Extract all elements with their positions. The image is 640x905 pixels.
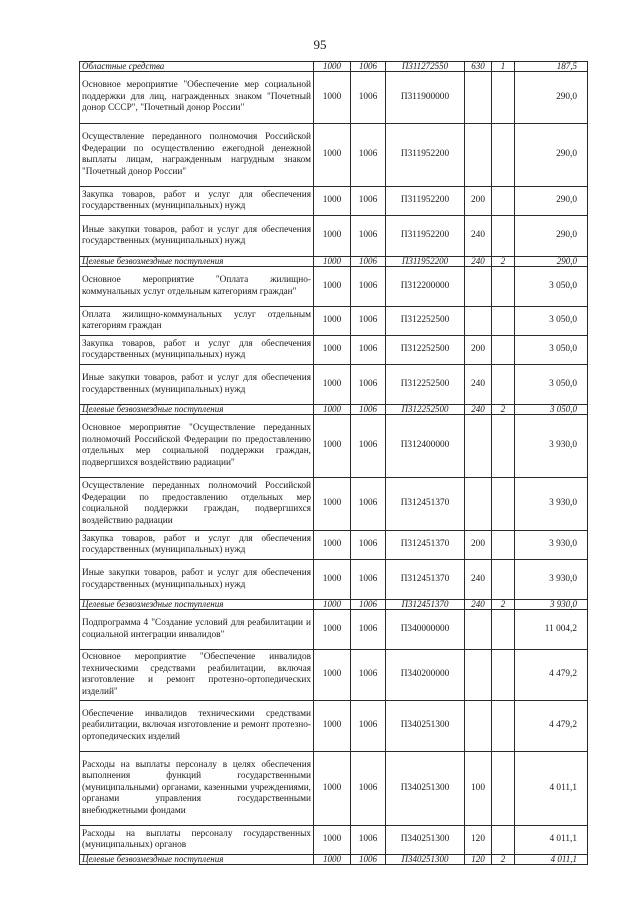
- row-source-code: [492, 124, 515, 187]
- row-section: 1000: [314, 752, 351, 826]
- row-section: 1000: [314, 307, 351, 336]
- row-subsection: 1006: [351, 405, 386, 415]
- row-source-code: [492, 531, 515, 560]
- row-amount: 3 050,0: [515, 365, 588, 405]
- row-expense-type: 240: [465, 257, 492, 267]
- row-target-code: П340000000: [386, 610, 465, 650]
- funding-source-row: [80, 405, 588, 415]
- row-target-code: П312451370: [386, 478, 465, 531]
- table-row: [80, 650, 588, 701]
- row-section: 1000: [314, 187, 351, 216]
- row-target-code: П312451370: [386, 560, 465, 600]
- row-expense-type: 240: [465, 365, 492, 405]
- row-name: Закупка товаров, работ и услуг для обеспечения государственных (муниципальных) нужд: [80, 336, 314, 365]
- row-target-code: П312451370: [386, 531, 465, 560]
- row-source-code: 1: [492, 62, 515, 72]
- table-row: [80, 826, 588, 855]
- row-source-code: 2: [492, 405, 515, 415]
- funding-source-row: [80, 600, 588, 610]
- funding-source-row: [80, 257, 588, 267]
- row-subsection: 1006: [351, 72, 386, 124]
- row-expense-type: 240: [465, 600, 492, 610]
- row-amount: 290,0: [515, 72, 588, 124]
- row-source-code: [492, 650, 515, 701]
- row-amount: 187,5: [515, 62, 588, 72]
- row-amount: 3 050,0: [515, 405, 588, 415]
- budget-table: [79, 61, 588, 865]
- row-subsection: 1006: [351, 560, 386, 600]
- row-name: Основное мероприятие "Оплата жилищно-коммунальных услуг отдельным категориям граждан": [80, 267, 314, 307]
- funding-source-row: [80, 855, 588, 865]
- row-expense-type: 630: [465, 62, 492, 72]
- row-expense-type: 100: [465, 752, 492, 826]
- row-amount: 290,0: [515, 124, 588, 187]
- row-expense-type: [465, 124, 492, 187]
- row-expense-type: 120: [465, 855, 492, 865]
- row-target-code: П340251300: [386, 826, 465, 855]
- row-name: Основное мероприятие "Обеспечение мер социальной поддержки для лиц, награжденных знаком "Почетный донор СССР", "Почетный донор России": [80, 72, 314, 124]
- row-target-code: П312252500: [386, 336, 465, 365]
- row-subsection: 1006: [351, 62, 386, 72]
- row-target-code: П312400000: [386, 415, 465, 478]
- row-target-code: П311952200: [386, 257, 465, 267]
- row-source-code: [492, 478, 515, 531]
- row-name: Основное мероприятие "Обеспечение инвалидов техническими средствами реабилитации, включая изготовление и ремонт протезно-ортопедических изделий": [80, 650, 314, 701]
- row-target-code: П340251300: [386, 855, 465, 865]
- row-section: 1000: [314, 365, 351, 405]
- row-name: Иные закупки товаров, работ и услуг для обеспечения государственных (муниципальных) нужд: [80, 216, 314, 257]
- row-name: Основное мероприятие "Осуществление переданных полномочий Российской Федерации по предоставлению отдельных мер социальной поддержки граждан, подвергшихся воздействию радиации": [80, 415, 314, 478]
- row-subsection: 1006: [351, 216, 386, 257]
- row-subsection: 1006: [351, 826, 386, 855]
- row-subsection: 1006: [351, 336, 386, 365]
- row-amount: 3 050,0: [515, 307, 588, 336]
- row-amount: 4 479,2: [515, 650, 588, 701]
- row-subsection: 1006: [351, 365, 386, 405]
- row-expense-type: [465, 307, 492, 336]
- row-source-code: [492, 336, 515, 365]
- row-section: 1000: [314, 701, 351, 752]
- row-name: Целевые безвозмездные поступления: [80, 855, 314, 865]
- table-row: [80, 365, 588, 405]
- table-row: [80, 187, 588, 216]
- row-name: Целевые безвозмездные поступления: [80, 600, 314, 610]
- row-expense-type: [465, 701, 492, 752]
- row-source-code: [492, 610, 515, 650]
- table-row: [80, 415, 588, 478]
- table-row: [80, 216, 588, 257]
- row-subsection: 1006: [351, 187, 386, 216]
- row-name: Целевые безвозмездные поступления: [80, 405, 314, 415]
- row-target-code: П312200000: [386, 267, 465, 307]
- row-amount: 4 011,1: [515, 855, 588, 865]
- funding-source-row: [80, 62, 588, 72]
- row-subsection: 1006: [351, 267, 386, 307]
- row-source-code: [492, 187, 515, 216]
- table-row: [80, 336, 588, 365]
- row-source-code: [492, 267, 515, 307]
- row-name: Расходы на выплаты персоналу в целях обеспечения выполнения функций государственными (муниципальными) органами, казенными учреждениями, органами управления государственными внебюджетными фондами: [80, 752, 314, 826]
- row-source-code: [492, 415, 515, 478]
- table-body: [80, 62, 588, 865]
- table-row: [80, 124, 588, 187]
- row-source-code: [492, 216, 515, 257]
- row-section: 1000: [314, 478, 351, 531]
- row-expense-type: 240: [465, 405, 492, 415]
- row-section: 1000: [314, 560, 351, 600]
- row-amount: 3 050,0: [515, 267, 588, 307]
- row-section: 1000: [314, 267, 351, 307]
- row-amount: 4 011,1: [515, 752, 588, 826]
- row-amount: 4 011,1: [515, 826, 588, 855]
- row-amount: 3 930,0: [515, 560, 588, 600]
- row-target-code: П340251300: [386, 752, 465, 826]
- row-subsection: 1006: [351, 650, 386, 701]
- row-target-code: П311900000: [386, 72, 465, 124]
- row-expense-type: [465, 267, 492, 307]
- page-number: 95: [313, 37, 327, 52]
- row-name: Оплата жилищно-коммунальных услуг отдельным категориям граждан: [80, 307, 314, 336]
- row-name: Областные средства: [80, 62, 314, 72]
- table-row: [80, 307, 588, 336]
- row-expense-type: [465, 650, 492, 701]
- row-section: 1000: [314, 124, 351, 187]
- table-row: [80, 701, 588, 752]
- row-section: 1000: [314, 826, 351, 855]
- row-source-code: 2: [492, 855, 515, 865]
- row-subsection: 1006: [351, 701, 386, 752]
- row-source-code: [492, 560, 515, 600]
- row-subsection: 1006: [351, 415, 386, 478]
- row-expense-type: 240: [465, 560, 492, 600]
- row-subsection: 1006: [351, 600, 386, 610]
- table-row: [80, 610, 588, 650]
- table-row: [80, 752, 588, 826]
- row-name: Осуществление переданного полномочия Российской Федерации по осуществлению ежегодной денежной выплаты лицам, награжденным нагрудным знаком "Почетный донор России": [80, 124, 314, 187]
- row-section: 1000: [314, 62, 351, 72]
- row-section: 1000: [314, 257, 351, 267]
- row-source-code: [492, 365, 515, 405]
- row-amount: 4 479,2: [515, 701, 588, 752]
- row-target-code: П311272550: [386, 62, 465, 72]
- row-name: Иные закупки товаров, работ и услуг для обеспечения государственных (муниципальных) нужд: [80, 365, 314, 405]
- row-section: 1000: [314, 405, 351, 415]
- row-expense-type: 120: [465, 826, 492, 855]
- table-row: [80, 267, 588, 307]
- row-section: 1000: [314, 336, 351, 365]
- row-target-code: П311952200: [386, 216, 465, 257]
- table-row: [80, 72, 588, 124]
- row-section: 1000: [314, 216, 351, 257]
- row-amount: 11 004,2: [515, 610, 588, 650]
- row-subsection: 1006: [351, 610, 386, 650]
- row-section: 1000: [314, 650, 351, 701]
- row-expense-type: [465, 415, 492, 478]
- row-subsection: 1006: [351, 124, 386, 187]
- row-amount: 290,0: [515, 257, 588, 267]
- row-source-code: [492, 826, 515, 855]
- row-name: Расходы на выплаты персоналу государственных (муниципальных) органов: [80, 826, 314, 855]
- row-expense-type: 200: [465, 531, 492, 560]
- row-target-code: П312252500: [386, 307, 465, 336]
- row-source-code: [492, 752, 515, 826]
- table-row: [80, 531, 588, 560]
- row-name: Закупка товаров, работ и услуг для обеспечения государственных (муниципальных) нужд: [80, 187, 314, 216]
- row-amount: 290,0: [515, 216, 588, 257]
- row-amount: 290,0: [515, 187, 588, 216]
- row-amount: 3 930,0: [515, 600, 588, 610]
- row-source-code: 2: [492, 600, 515, 610]
- row-subsection: 1006: [351, 257, 386, 267]
- table-row: [80, 478, 588, 531]
- row-section: 1000: [314, 855, 351, 865]
- row-source-code: [492, 701, 515, 752]
- row-name: Закупка товаров, работ и услуг для обеспечения государственных (муниципальных) нужд: [80, 531, 314, 560]
- row-target-code: П312451370: [386, 600, 465, 610]
- row-name: Подпрограмма 4 "Создание условий для реабилитации и социальной интеграции инвалидов": [80, 610, 314, 650]
- row-target-code: П312252500: [386, 365, 465, 405]
- row-target-code: П340200000: [386, 650, 465, 701]
- row-amount: 3 930,0: [515, 478, 588, 531]
- row-amount: 3 930,0: [515, 415, 588, 478]
- row-source-code: 2: [492, 257, 515, 267]
- row-subsection: 1006: [351, 855, 386, 865]
- row-subsection: 1006: [351, 531, 386, 560]
- row-expense-type: 200: [465, 336, 492, 365]
- row-source-code: [492, 72, 515, 124]
- row-expense-type: [465, 478, 492, 531]
- row-subsection: 1006: [351, 752, 386, 826]
- row-amount: 3 930,0: [515, 531, 588, 560]
- row-section: 1000: [314, 415, 351, 478]
- row-amount: 3 050,0: [515, 336, 588, 365]
- row-target-code: П340251300: [386, 701, 465, 752]
- row-name: Обеспечение инвалидов техническими средствами реабилитации, включая изготовление и ремонт протезно-ортопедических изделий: [80, 701, 314, 752]
- row-section: 1000: [314, 72, 351, 124]
- table-row: [80, 560, 588, 600]
- row-subsection: 1006: [351, 478, 386, 531]
- row-subsection: 1006: [351, 307, 386, 336]
- row-name: Целевые безвозмездные поступления: [80, 257, 314, 267]
- row-name: Осуществление переданных полномочий Российской Федерации по предоставлению отдельных мер социальной поддержки граждан, подвергшихся воздействию радиации: [80, 478, 314, 531]
- row-expense-type: [465, 72, 492, 124]
- row-expense-type: 240: [465, 216, 492, 257]
- row-expense-type: 200: [465, 187, 492, 216]
- row-target-code: П311952200: [386, 124, 465, 187]
- row-section: 1000: [314, 600, 351, 610]
- row-section: 1000: [314, 610, 351, 650]
- row-source-code: [492, 307, 515, 336]
- row-name: Иные закупки товаров, работ и услуг для обеспечения государственных (муниципальных) нужд: [80, 560, 314, 600]
- row-target-code: П311952200: [386, 187, 465, 216]
- row-section: 1000: [314, 531, 351, 560]
- row-expense-type: [465, 610, 492, 650]
- row-target-code: П312252500: [386, 405, 465, 415]
